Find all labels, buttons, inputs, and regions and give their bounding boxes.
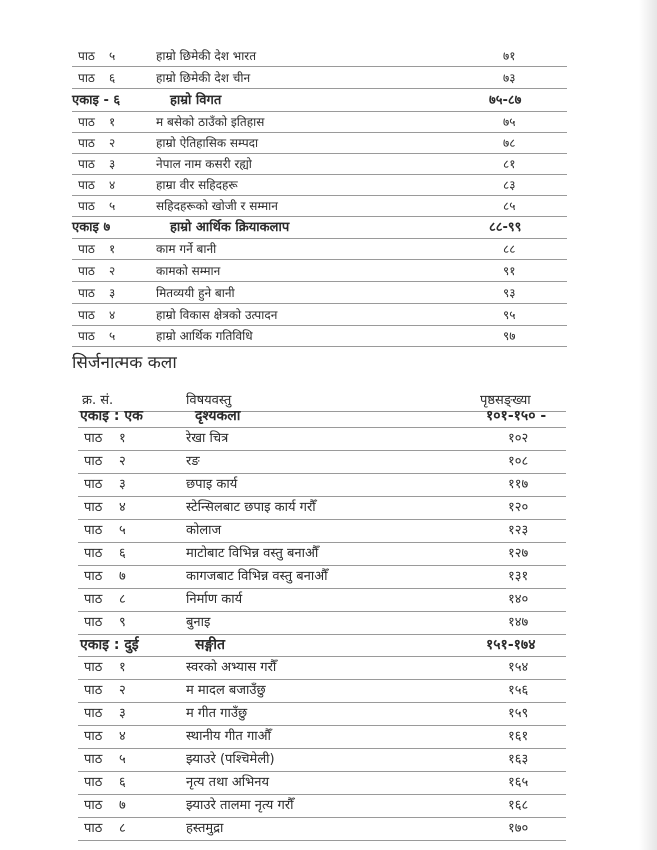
lesson-label: पाठ <box>84 592 103 607</box>
lesson-label: पाठ <box>78 199 95 213</box>
toc-row <box>0 154 657 174</box>
toc-row <box>0 520 657 542</box>
lesson-label: पाठ <box>84 752 103 767</box>
lesson-label: पाठ <box>84 660 103 675</box>
lesson-number: ८ <box>119 821 126 836</box>
lesson-label: पाठ <box>84 615 103 630</box>
lesson-label: पाठ <box>84 683 103 698</box>
lesson-number: ५ <box>109 329 116 343</box>
lesson-label: पाठ <box>84 546 103 561</box>
page-number: ९१ <box>503 264 516 278</box>
lesson-label: पाठ <box>84 500 103 515</box>
toc-row <box>0 305 657 325</box>
column-header-pages: पृष्ठसङ्ख्या <box>480 393 531 408</box>
page-number: ९७ <box>503 329 516 343</box>
lesson-title: झ्याउरे (पश्चिमेली) <box>186 752 275 767</box>
lesson-title: मितव्ययी हुने बानी <box>156 286 235 300</box>
toc-row <box>0 657 657 679</box>
lesson-title: सहिदहरूको खोजी र सम्मान <box>156 199 278 213</box>
page-number: १२० <box>508 500 529 515</box>
lesson-title: हाम्रो ऐतिहासिक सम्पदा <box>156 136 259 150</box>
page-number: ८५ <box>503 199 516 213</box>
page-number: १२३ <box>508 523 529 538</box>
lesson-number: ४ <box>119 729 126 744</box>
lesson-label: पाठ <box>84 523 103 538</box>
page-number: १५४ <box>508 660 529 675</box>
page-number: ७१ <box>503 49 516 63</box>
toc-row <box>0 474 657 496</box>
page-number: १६८ <box>508 798 529 813</box>
lesson-title: हाम्रो छिमेकी देश चीन <box>156 71 251 85</box>
lesson-number: १ <box>109 115 116 129</box>
lesson-number: १ <box>109 242 116 256</box>
lesson-number: ८ <box>119 592 126 607</box>
lesson-label: पाठ <box>84 798 103 813</box>
column-header-subject: विषयवस्तु <box>186 393 232 408</box>
unit-page-range: १५१-१७४ <box>486 637 536 653</box>
lesson-number: ५ <box>109 199 116 213</box>
page-number: १६३ <box>508 752 529 767</box>
toc-row <box>0 680 657 702</box>
lesson-label: पाठ <box>84 729 103 744</box>
lesson-title: बुनाइ <box>186 615 211 630</box>
page-number: १७० <box>508 821 529 836</box>
lesson-title: म बसेको ठाउँको इतिहास <box>156 115 265 129</box>
lesson-number: ९ <box>119 615 126 630</box>
lesson-number: ४ <box>109 308 116 322</box>
lesson-title: रङ <box>186 454 200 469</box>
toc-row <box>0 749 657 771</box>
page-number: १६१ <box>508 729 529 744</box>
unit-title: हाम्रो आर्थिक क्रियाकलाप <box>170 220 290 235</box>
lesson-number: ५ <box>119 752 126 767</box>
lesson-label: पाठ <box>78 178 95 192</box>
lesson-title: कोलाज <box>186 523 222 538</box>
toc-row <box>0 283 657 303</box>
lesson-title: हाम्रा वीर सहिदहरू <box>156 178 238 192</box>
unit-heading-row <box>0 218 657 238</box>
lesson-title: छपाइ कार्य <box>186 477 238 492</box>
unit-label: एकाइ : एक <box>80 408 143 424</box>
toc-row <box>0 543 657 565</box>
page-number: १४७ <box>508 615 529 630</box>
row-divider <box>72 346 567 347</box>
toc-row <box>0 566 657 588</box>
unit-title: सङ्गीत <box>195 637 225 653</box>
unit-heading-row <box>0 91 657 111</box>
page-number: ७५ <box>503 115 516 129</box>
toc-row <box>0 112 657 132</box>
lesson-title: स्वरको अभ्यास गरौँ <box>186 660 277 675</box>
toc-row <box>0 68 657 88</box>
lesson-title: रेखा चित्र <box>186 431 229 446</box>
unit-page-range: ८८-९९ <box>489 220 522 235</box>
lesson-number: १ <box>119 660 126 675</box>
lesson-label: पाठ <box>84 431 103 446</box>
toc-row <box>0 818 657 840</box>
row-divider <box>72 66 567 67</box>
page-number: ११७ <box>508 477 529 492</box>
lesson-label: पाठ <box>84 775 103 790</box>
lesson-label: पाठ <box>78 242 95 256</box>
lesson-label: पाठ <box>84 706 103 721</box>
page-number: १०८ <box>508 454 529 469</box>
lesson-number: ४ <box>109 178 116 192</box>
unit-label: एकाइ : दुई <box>80 637 139 653</box>
lesson-title: म गीत गाउँछु <box>186 706 248 721</box>
page-number: ७८ <box>503 136 516 150</box>
toc-row <box>0 612 657 634</box>
lesson-label: पाठ <box>78 136 95 150</box>
unit-label: एकाइ ७ <box>72 220 111 235</box>
lesson-title: निर्माण कार्य <box>186 592 243 607</box>
lesson-number: १ <box>119 431 126 446</box>
toc-row <box>0 772 657 794</box>
toc-row <box>0 175 657 195</box>
lesson-label: पाठ <box>84 821 103 836</box>
toc-row <box>0 261 657 281</box>
unit-page-range: १०१-१५० - <box>486 408 547 424</box>
unit-page-range: ७५-८७ <box>489 93 522 108</box>
page-number: १५९ <box>508 706 529 721</box>
lesson-number: ५ <box>119 523 126 538</box>
unit-title: दृश्यकला <box>195 408 241 424</box>
lesson-title: नेपाल नाम कसरी रह्यो <box>156 157 252 171</box>
page-number: ८३ <box>503 178 516 192</box>
section-title: सिर्जनात्मक कला <box>72 353 177 373</box>
unit-heading-row <box>0 634 657 656</box>
toc-row <box>0 326 657 346</box>
toc-row <box>0 133 657 153</box>
page-number: १५६ <box>508 683 529 698</box>
lesson-number: ३ <box>109 286 116 300</box>
lesson-number: ५ <box>109 49 116 63</box>
page-number: ८८ <box>503 242 516 256</box>
row-divider <box>78 840 566 841</box>
lesson-label: पाठ <box>78 329 95 343</box>
lesson-number: २ <box>109 136 116 150</box>
row-divider <box>72 88 567 89</box>
lesson-title: कामको सम्मान <box>156 264 221 278</box>
toc-row <box>0 239 657 259</box>
page-number: ७३ <box>503 71 516 85</box>
page-number: १३१ <box>508 569 529 584</box>
toc-row <box>0 428 657 450</box>
lesson-number: ७ <box>119 798 126 813</box>
page-number: ८१ <box>503 157 516 171</box>
unit-label: एकाइ - ६ <box>72 93 121 108</box>
lesson-number: ६ <box>109 71 116 85</box>
toc-row <box>0 795 657 817</box>
page-number: १६५ <box>508 775 529 790</box>
lesson-number: ७ <box>119 569 126 584</box>
lesson-number: ३ <box>109 157 116 171</box>
lesson-title: म मादल बजाउँछु <box>186 683 266 698</box>
lesson-number: २ <box>119 454 126 469</box>
row-divider <box>72 259 567 260</box>
page-number: १२७ <box>508 546 529 561</box>
lesson-label: पाठ <box>84 477 103 492</box>
column-header-serial: क्र. सं. <box>82 393 114 408</box>
lesson-label: पाठ <box>78 49 95 63</box>
lesson-label: पाठ <box>78 115 95 129</box>
lesson-title: हस्तमुद्रा <box>186 821 224 836</box>
lesson-label: पाठ <box>84 454 103 469</box>
lesson-title: माटोबाट विभिन्न वस्तु बनाऔँ <box>186 546 319 561</box>
page-number: १०२ <box>508 431 529 446</box>
lesson-title: नृत्य तथा अभिनय <box>186 775 270 790</box>
page-number: ९३ <box>503 286 516 300</box>
lesson-label: पाठ <box>84 569 103 584</box>
toc-row <box>0 703 657 725</box>
toc-row <box>0 589 657 611</box>
lesson-label: पाठ <box>78 286 95 300</box>
row-divider <box>72 216 567 217</box>
lesson-label: पाठ <box>78 71 95 85</box>
lesson-title: झ्याउरे तालमा नृत्य गरौँ <box>186 798 294 813</box>
lesson-number: २ <box>119 683 126 698</box>
lesson-title: स्थानीय गीत गाऔँ <box>186 729 271 744</box>
lesson-number: २ <box>109 264 116 278</box>
lesson-number: ६ <box>119 546 126 561</box>
lesson-label: पाठ <box>78 264 95 278</box>
lesson-label: पाठ <box>78 157 95 171</box>
toc-row <box>0 497 657 519</box>
page-number: ९५ <box>503 308 516 322</box>
lesson-title: स्टेन्सिलबाट छपाइ कार्य गरौँ <box>186 500 316 515</box>
lesson-title: हाम्रो छिमेकी देश भारत <box>156 49 257 63</box>
toc-row <box>0 451 657 473</box>
lesson-number: ६ <box>119 775 126 790</box>
lesson-title: कागजबाट विभिन्न वस्तु बनाऔँ <box>186 569 328 584</box>
row-divider <box>72 281 567 282</box>
lesson-label: पाठ <box>78 308 95 322</box>
toc-row <box>0 726 657 748</box>
lesson-number: ४ <box>119 500 126 515</box>
page-number: १४० <box>508 592 529 607</box>
lesson-title: हाम्रो विकास क्षेत्रको उत्पादन <box>156 308 278 322</box>
lesson-title: हाम्रो आर्थिक गतिविधि <box>156 329 253 343</box>
toc-row <box>0 196 657 216</box>
unit-heading-row <box>0 405 657 427</box>
lesson-number: ३ <box>119 706 126 721</box>
unit-title: हाम्रो विगत <box>170 93 222 108</box>
lesson-number: ३ <box>119 477 126 492</box>
lesson-title: काम गर्ने बानी <box>156 242 217 256</box>
toc-row <box>0 46 657 66</box>
row-divider <box>72 303 567 304</box>
